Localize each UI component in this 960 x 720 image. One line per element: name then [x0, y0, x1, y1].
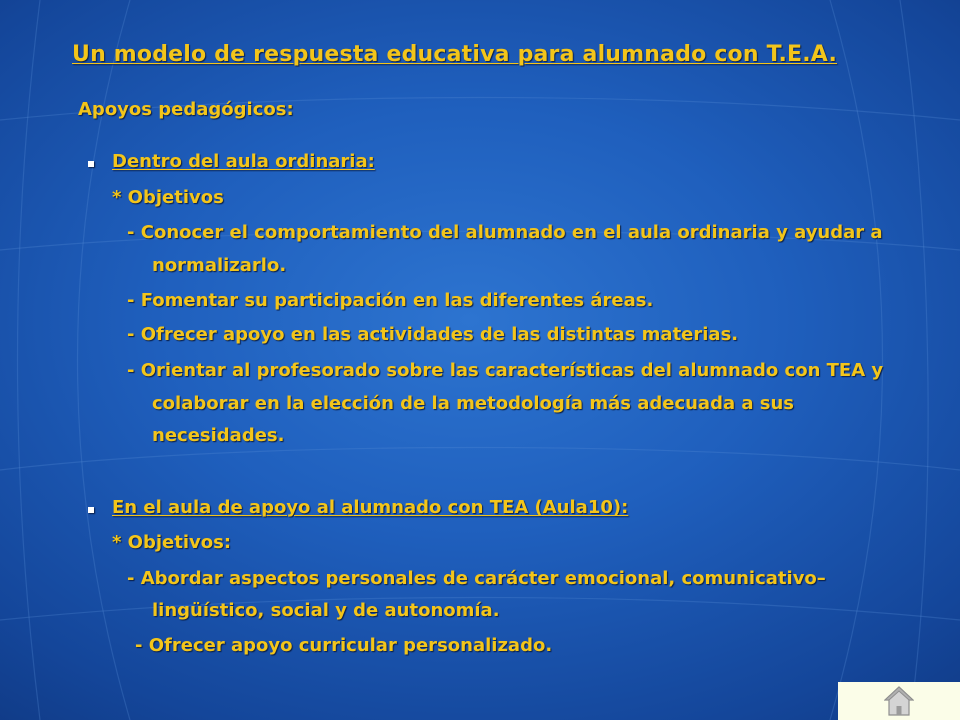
objective-line: necesidades.	[152, 425, 285, 446]
slide-title: Un modelo de respuesta educativa para alumnado con T.E.A.	[72, 42, 837, 67]
objective-line: - Ofrecer apoyo en las actividades de las distintas materias.	[127, 324, 739, 345]
slide-subtitle: Apoyos pedagógicos:	[78, 99, 294, 120]
objective-line: - Abordar aspectos personales de carácter emocional, comunicativo–	[127, 568, 826, 589]
bullet-marker	[88, 161, 94, 167]
objective-line: - Orientar al profesorado sobre las características del alumnado con TEA y	[127, 360, 884, 381]
objective-line: - Fomentar su participación en las diferentes áreas.	[127, 290, 654, 311]
section-heading: En el aula de apoyo al alumnado con TEA (Aula10):	[112, 497, 629, 518]
objectives-label: * Objetivos:	[112, 532, 232, 553]
home-icon[interactable]	[884, 685, 914, 717]
objective-line: lingüístico, social y de autonomía.	[152, 600, 500, 621]
objective-line: - Conocer el comportamiento del alumnado en el aula ordinaria y ayudar a	[127, 222, 883, 243]
objectives-label: * Objetivos	[112, 187, 224, 208]
objective-line: - Ofrecer apoyo curricular personalizado.	[135, 635, 553, 656]
objective-line: normalizarlo.	[152, 255, 287, 276]
bullet-marker	[88, 507, 94, 513]
objective-line: colaborar en la elección de la metodología más adecuada a sus	[152, 393, 795, 414]
section-heading: Dentro del aula ordinaria:	[112, 151, 375, 172]
home-panel	[838, 682, 960, 720]
